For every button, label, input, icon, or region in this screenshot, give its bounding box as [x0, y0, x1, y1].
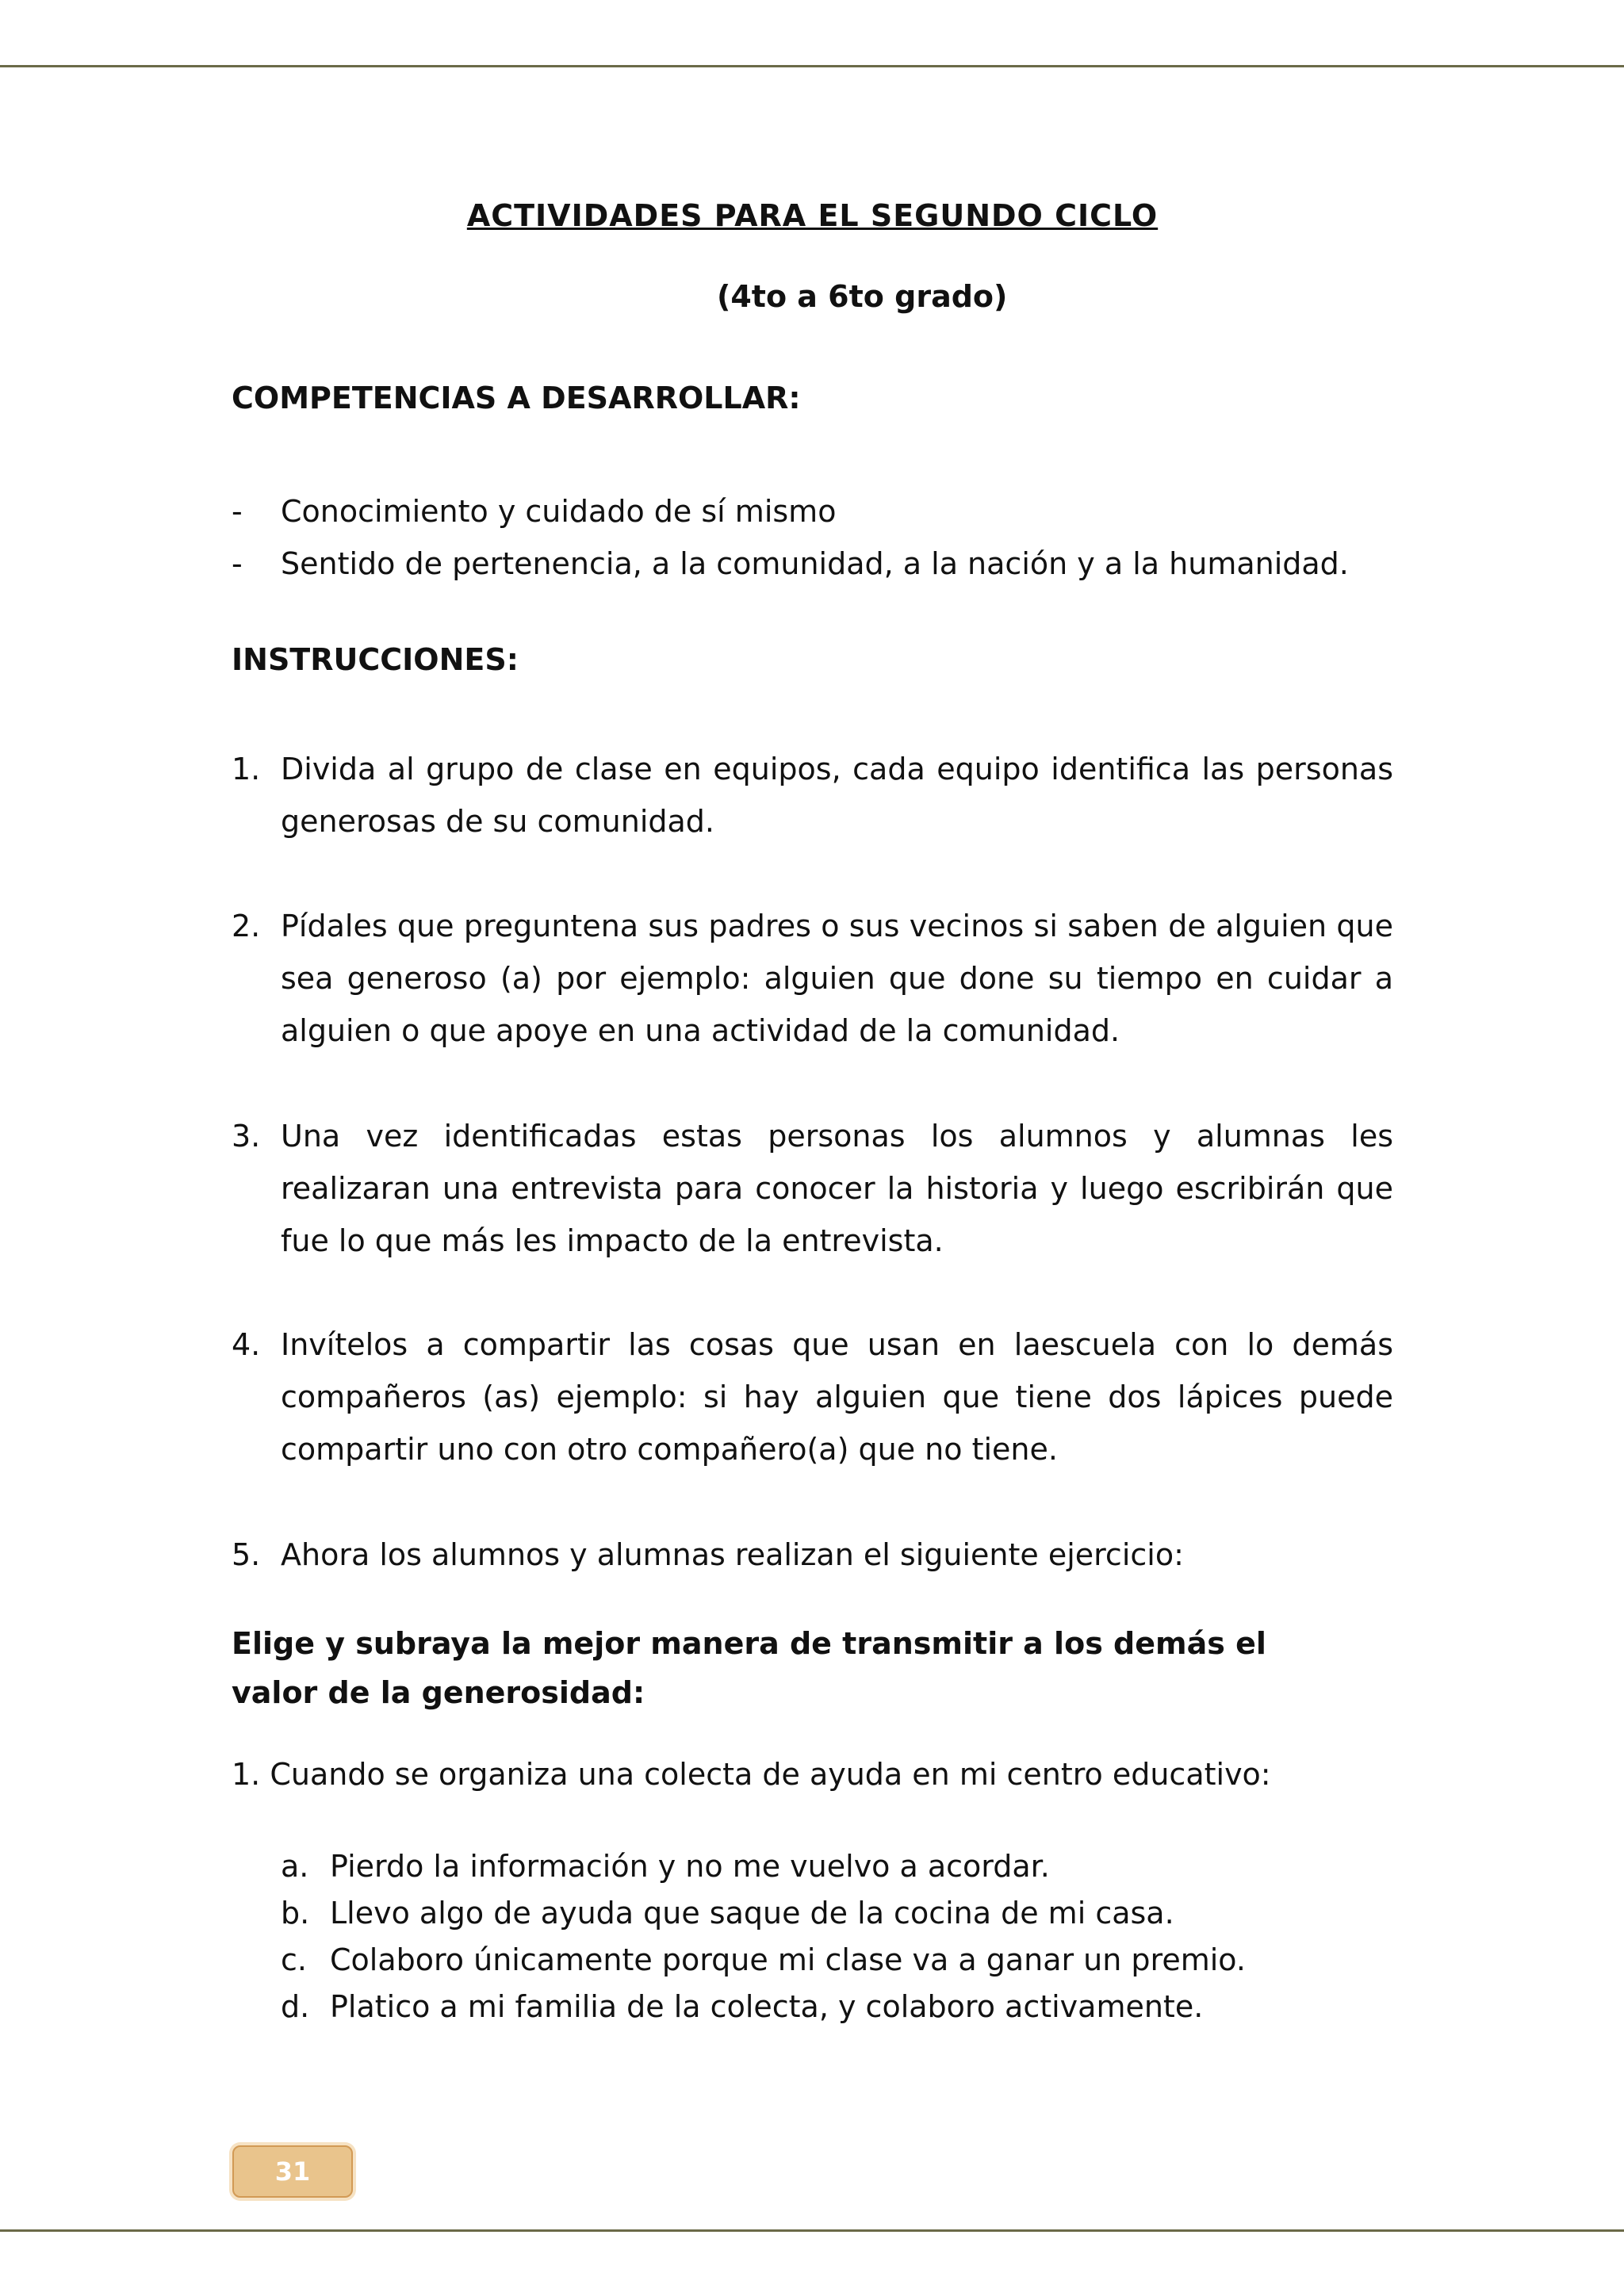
- exercise-instruction: Elige y subraya la mejor manera de transmitir a los demás el valor de la generosidad:: [232, 1626, 1266, 1710]
- answer-option-b[interactable]: b. Llevo algo de ayuda que saque de la cocina de mi casa.: [281, 1896, 1174, 1931]
- page-subtitle: (4to a 6to grado): [717, 279, 1008, 314]
- page-number-badge: 31: [232, 2145, 353, 2198]
- exercise-question: 1. Cuando se organiza una colecta de ayuda en mi centro educativo:: [232, 1757, 1271, 1792]
- page-title: ACTIVIDADES PARA EL SEGUNDO CICLO: [466, 198, 1159, 233]
- instruction-item-1: 1. Divida al grupo de clase en equipos, cada equipo identifica las personas generosas de su comunidad.: [232, 752, 1393, 839]
- competencias-heading: COMPETENCIAS A DESARROLLAR:: [232, 381, 801, 415]
- instruction-item-3: 3. Una vez identificadas estas personas los alumnos y alumnas les realizaran una entrevista para conocer la historia y luego escribirán que fue lo que más les impacto de la entrevista.: [232, 1119, 1393, 1258]
- competencias-list: [232, 485, 1393, 590]
- list-item: - Conocimiento y cuidado de sí mismo: [232, 494, 837, 529]
- list-item: - Sentido de pertenencia, a la comunidad, a la nación y a la humanidad.: [232, 546, 1349, 581]
- instruction-item-2: 2. Pídales que preguntena sus padres o sus vecinos si saben de alguien que sea generoso (a) por ejemplo: alguien que done su tiempo en cuidar a alguien o que apoye en una actividad de la comunidad.: [232, 909, 1393, 1048]
- answer-option-c[interactable]: c. Colaboro únicamente porque mi clase va a ganar un premio.: [281, 1942, 1246, 1977]
- instruction-item-4: 4. Invítelos a compartir las cosas que usan en laescuela con lo demás compañeros (as) ejemplo: si hay alguien que tiene dos lápices puede compartir uno con otro compañero(a) que no tiene.: [232, 1327, 1393, 1467]
- instruction-item-5: 5. Ahora los alumnos y alumnas realizan el siguiente ejercicio:: [232, 1537, 1184, 1572]
- instrucciones-heading: INSTRUCCIONES:: [232, 642, 519, 677]
- bottom-rule: [0, 2229, 1624, 2232]
- answer-options: [281, 1843, 1246, 2030]
- answer-option-a[interactable]: a. Pierdo la información y no me vuelvo a acordar.: [281, 1849, 1050, 1884]
- top-rule: [0, 65, 1624, 67]
- answer-option-d[interactable]: d. Platico a mi familia de la colecta, y colaboro activamente.: [281, 1989, 1204, 2024]
